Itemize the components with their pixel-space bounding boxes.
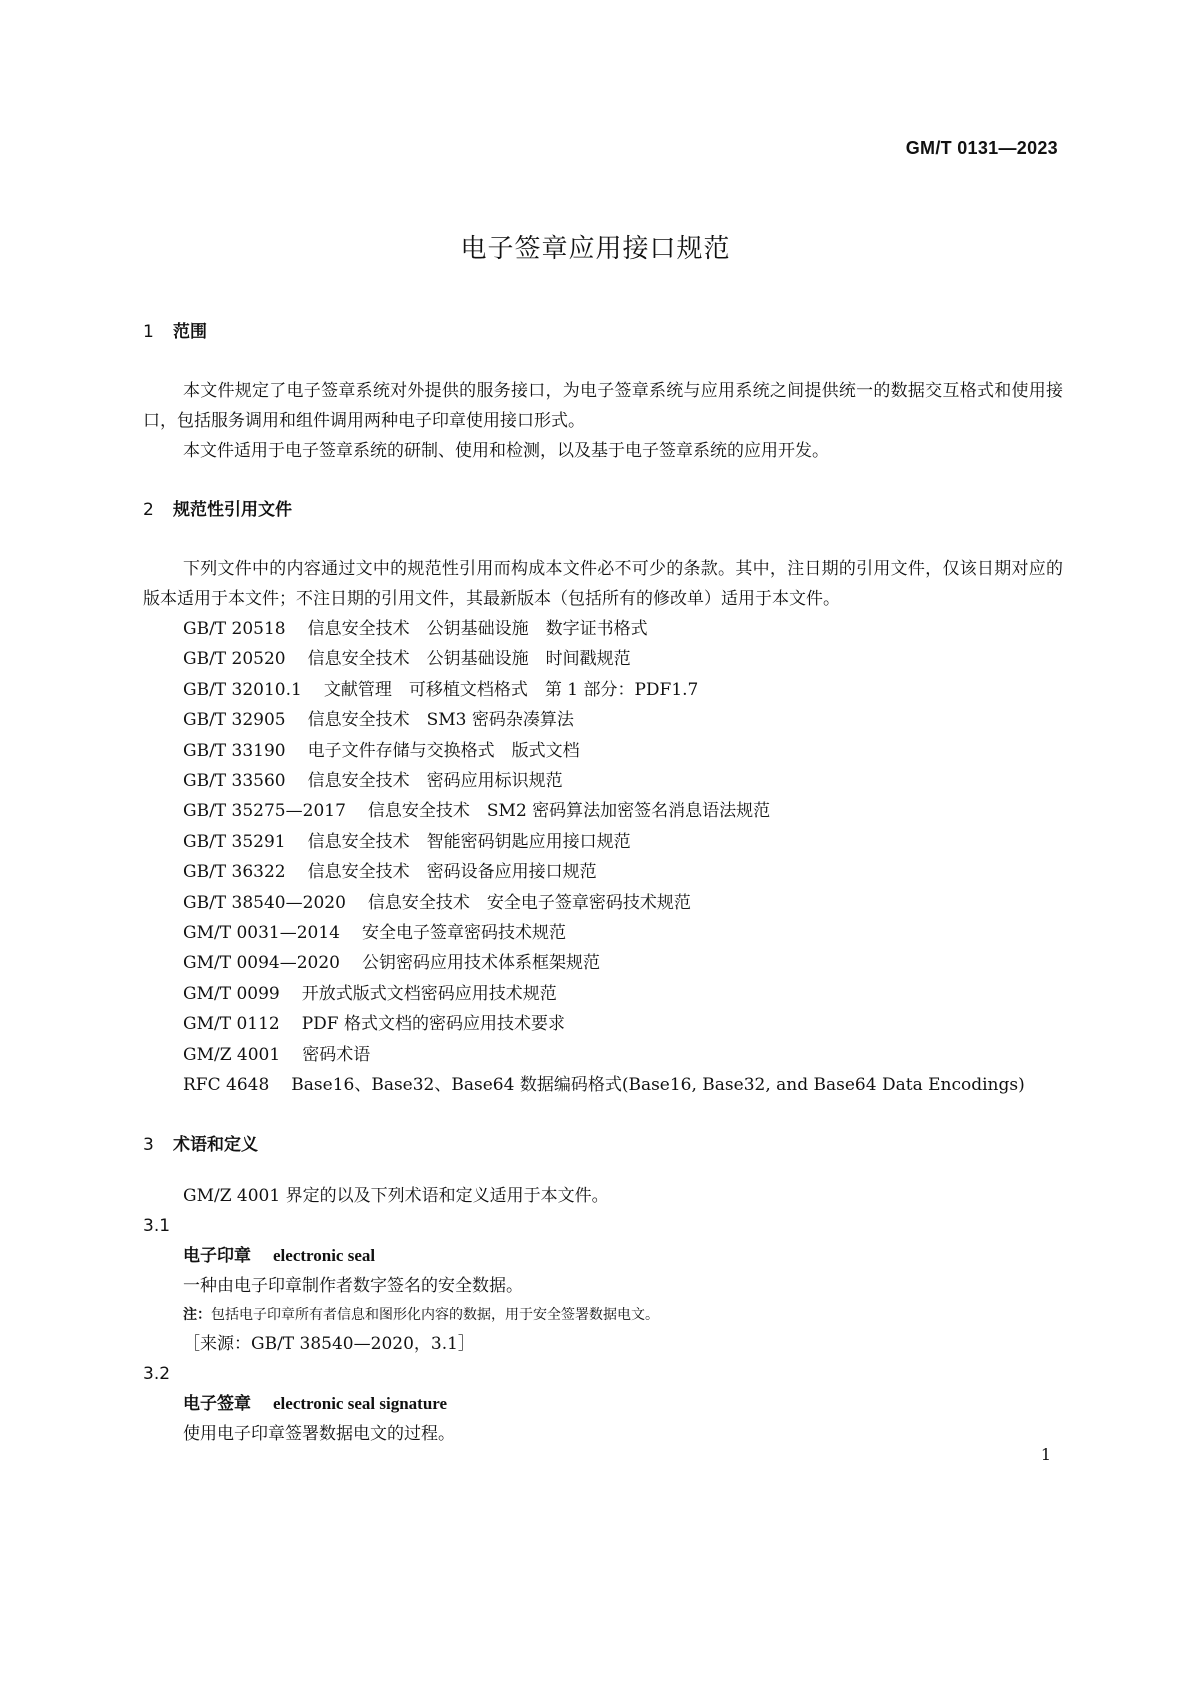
reference-code: GM/T 0099 xyxy=(183,983,280,1004)
reference-item xyxy=(143,736,1063,766)
reference-code: GM/Z 4001 xyxy=(183,1044,281,1065)
term-name-zh: 电子签章 xyxy=(183,1393,251,1414)
note-text: 包括电子印章所有者信息和图形化内容的数据，用于安全签署数据电文。 xyxy=(211,1306,659,1323)
term-definition: 使用电子印章签署数据电文的过程。 xyxy=(183,1423,455,1444)
reference-code: GB/T 35291 xyxy=(183,831,286,852)
section-heading-normative-references xyxy=(143,496,1063,524)
section-title: 术语和定义 xyxy=(173,1134,258,1155)
term-name xyxy=(143,1389,1063,1419)
reference-title: 公钥密码应用技术体系框架规范 xyxy=(361,953,600,974)
term-note xyxy=(143,1301,1063,1329)
reference-item xyxy=(143,1040,1063,1070)
terms-intro: GM/Z 4001 界定的以及下列术语和定义适用于本文件。 xyxy=(183,1185,609,1206)
reference-title: 信息安全技术 SM3 密码杂凑算法 xyxy=(307,710,574,731)
reference-code: GB/T 35275—2017 xyxy=(183,801,346,822)
reference-title: 开放式版式文档密码应用技术规范 xyxy=(301,983,557,1004)
reference-title: 信息安全技术 智能密码钥匙应用接口规范 xyxy=(307,831,631,852)
section-number: 1 xyxy=(143,322,154,342)
reference-code: GB/T 36322 xyxy=(183,862,286,883)
reference-code: GM/T 0094—2020 xyxy=(183,953,340,974)
reference-item xyxy=(143,614,1063,644)
reference-title: 信息安全技术 密码设备应用接口规范 xyxy=(307,862,597,883)
scope-paragraph-1: 本文件规定了电子签章系统对外提供的服务接口，为电子签章系统与应用系统之间提供统一的数据交互格式和使用接口，包括服务调用和组件调用两种电子印章使用接口形式。 xyxy=(143,381,1063,431)
term-name-zh: 电子印章 xyxy=(183,1245,251,1266)
term-definition: 一种由电子印章制作者数字签名的安全数据。 xyxy=(183,1275,523,1296)
term-name xyxy=(143,1241,1063,1271)
reference-item xyxy=(143,675,1063,705)
reference-title: 电子文件存储与交换格式 版式文档 xyxy=(307,740,580,761)
section-title: 范围 xyxy=(173,322,207,342)
reference-item xyxy=(143,918,1063,948)
reference-code: RFC 4648 xyxy=(183,1075,270,1096)
page-number: 1 xyxy=(1040,1445,1051,1464)
reference-item xyxy=(143,827,1063,857)
reference-code: GB/T 20518 xyxy=(183,619,286,639)
reference-list xyxy=(143,614,1063,1101)
reference-item xyxy=(143,705,1063,735)
reference-item xyxy=(143,1009,1063,1039)
reference-code: GB/T 20520 xyxy=(183,649,286,670)
reference-item xyxy=(143,857,1063,887)
scope-paragraph-2: 本文件适用于电子签章系统的研制、使用和检测，以及基于电子签章系统的应用开发。 xyxy=(183,441,829,461)
reference-title: 文献管理 可移植文档格式 第 1 部分：PDF1.7 xyxy=(323,679,699,700)
term-source: ［来源：GB/T 38540—2020，3.1］ xyxy=(183,1333,475,1354)
reference-code: GB/T 32905 xyxy=(183,710,286,731)
reference-title: 安全电子签章密码技术规范 xyxy=(361,923,566,944)
term-number: 3.1 xyxy=(143,1215,171,1236)
reference-code: GB/T 33190 xyxy=(183,740,286,761)
reference-item xyxy=(143,796,1063,826)
reference-item xyxy=(143,766,1063,796)
document-body xyxy=(143,318,1063,1449)
reference-item xyxy=(143,948,1063,978)
reference-title: 信息安全技术 密码应用标识规范 xyxy=(307,771,563,792)
reference-code: GM/T 0031—2014 xyxy=(183,923,340,944)
note-label: 注： xyxy=(183,1306,211,1323)
reference-code: GM/T 0112 xyxy=(183,1014,280,1035)
reference-code: GB/T 38540—2020 xyxy=(183,892,346,913)
section-title: 规范性引用文件 xyxy=(173,500,292,520)
reference-item xyxy=(143,644,1063,674)
reference-title: 信息安全技术 SM2 密码算法加密签名消息语法规范 xyxy=(367,801,771,822)
reference-item xyxy=(143,1070,1063,1100)
reference-code: GB/T 32010.1 xyxy=(183,679,302,700)
reference-title: 密码术语 xyxy=(302,1044,371,1065)
term-number: 3.2 xyxy=(143,1363,171,1384)
reference-item xyxy=(143,888,1063,918)
document-title: 电子签章应用接口规范 xyxy=(460,234,731,264)
standard-code: GM/T 0131—2023 xyxy=(905,138,1058,158)
normative-intro: 下列文件中的内容通过文中的规范性引用而构成本文件必不可少的条款。其中，注日期的引用文件，仅该日期对应的版本适用于本文件；不注日期的引用文件，其最新版本（包括所有的修改单）适用于本文件。 xyxy=(143,559,1063,609)
term-name-en: electronic seal signature xyxy=(273,1393,448,1413)
reference-item xyxy=(143,979,1063,1009)
term-name-en: electronic seal xyxy=(273,1245,376,1265)
reference-title: 信息安全技术 公钥基础设施 数字证书格式 xyxy=(307,619,648,639)
section-number: 3 xyxy=(143,1134,154,1155)
reference-title: 信息安全技术 安全电子签章密码技术规范 xyxy=(367,892,691,913)
section-heading-terms xyxy=(143,1131,1063,1159)
section-heading-scope xyxy=(143,318,1063,346)
reference-title: 信息安全技术 公钥基础设施 时间戳规范 xyxy=(307,649,631,670)
reference-code: GB/T 33560 xyxy=(183,771,286,792)
section-number: 2 xyxy=(143,500,154,520)
reference-title: Base16、Base32、Base64 数据编码格式(Base16, Base32, and Base64 Data Encodings) xyxy=(291,1075,1025,1096)
reference-title: PDF 格式文档的密码应用技术要求 xyxy=(301,1014,566,1035)
